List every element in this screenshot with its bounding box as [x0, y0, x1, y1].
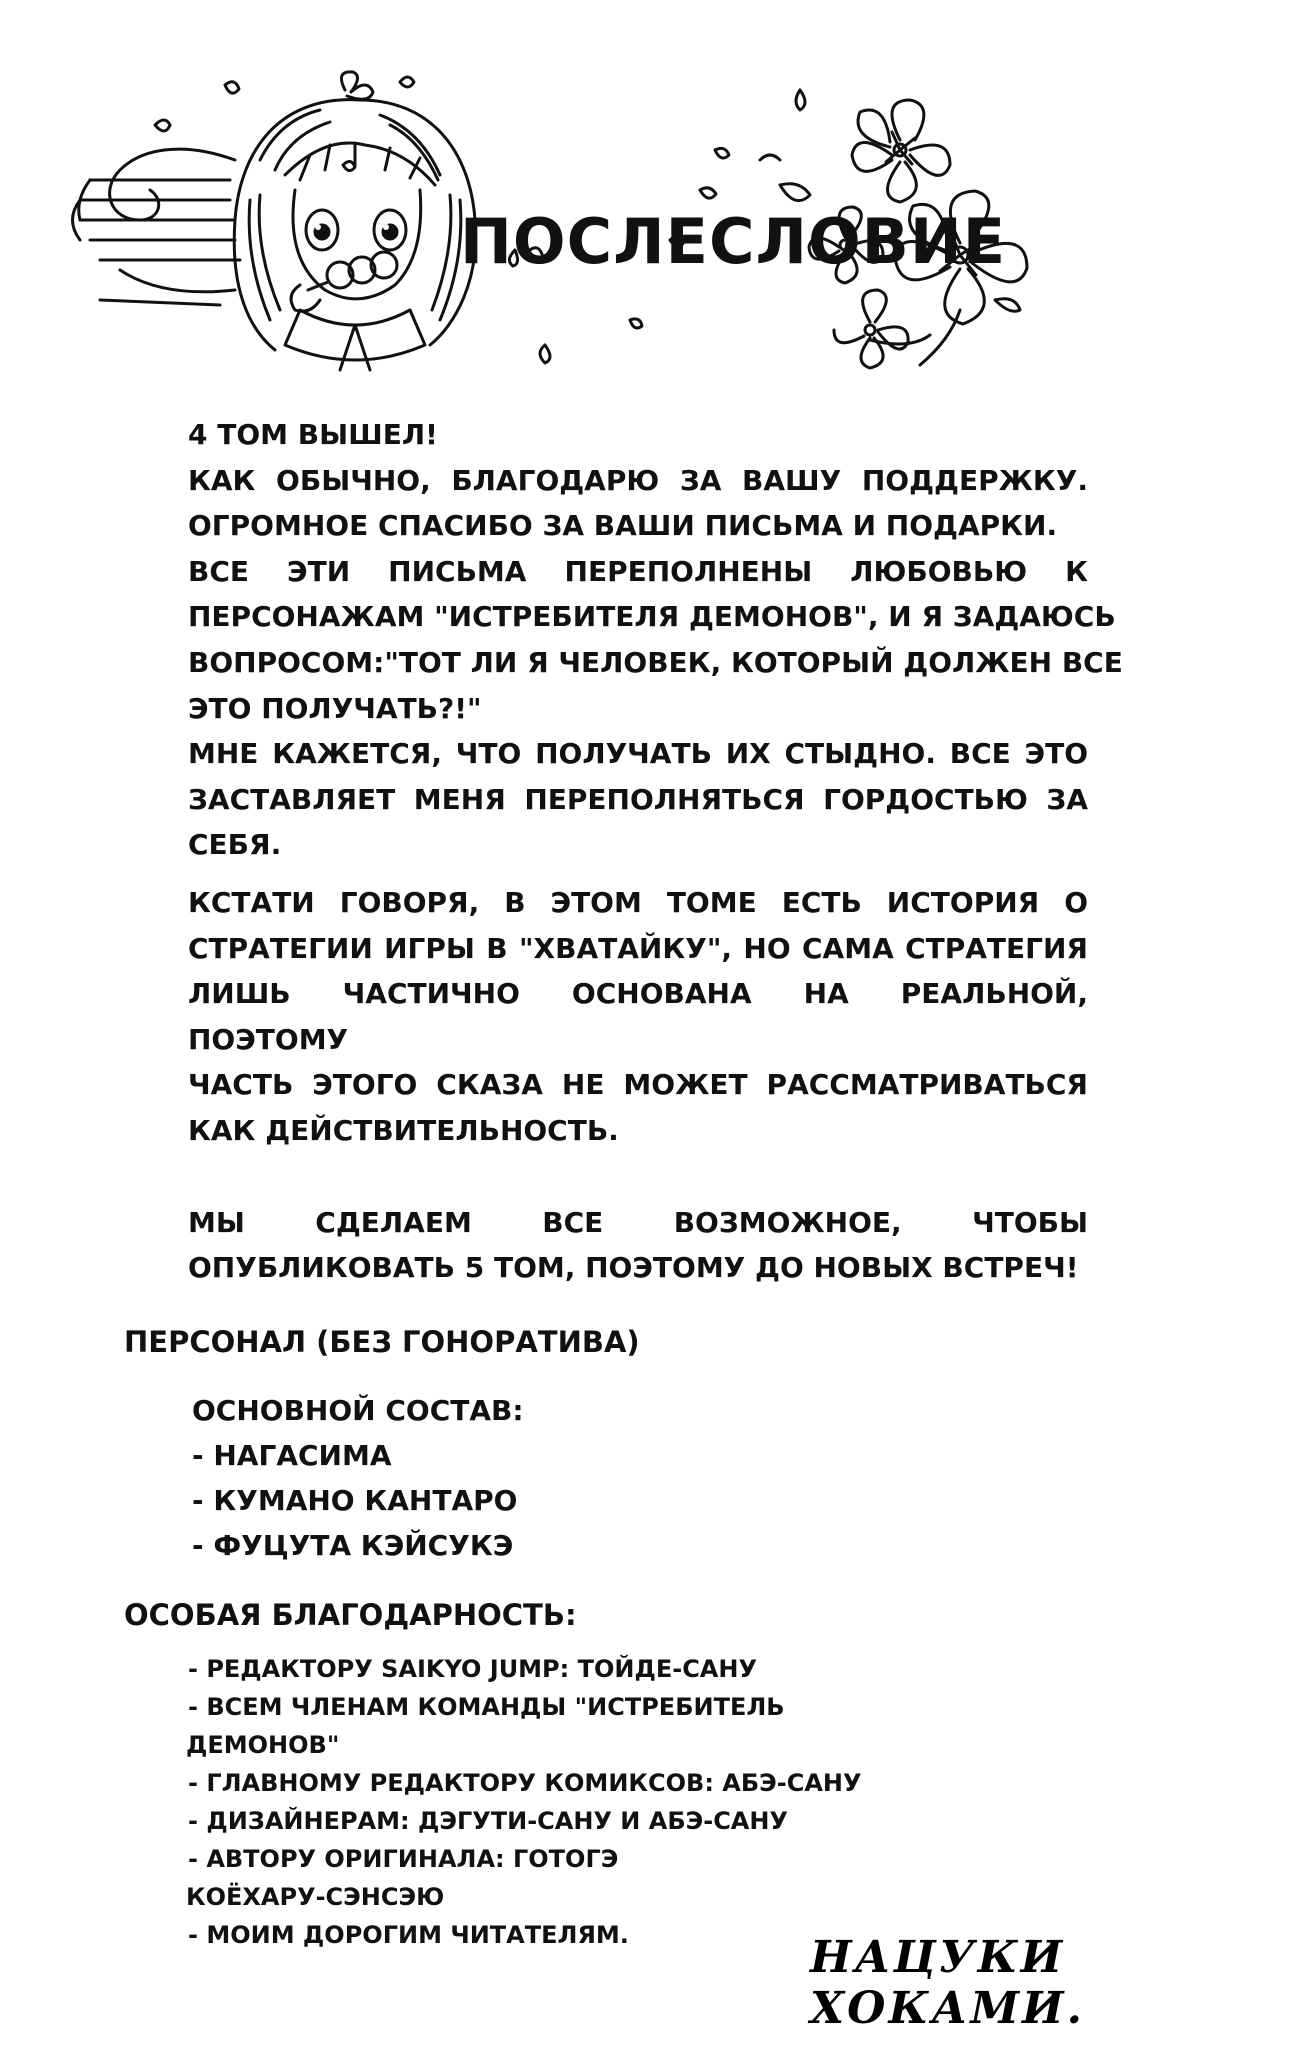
body-line: ПЕРСОНАЖАМ "ИСТРЕБИТЕЛЯ ДЕМОНОВ", И Я ЗАДАЮСЬ — [188, 600, 1116, 634]
body-line: КСТАТИ ГОВОРЯ, В ЭТОМ ТОМЕ ЕСТЬ ИСТОРИЯ О — [188, 885, 1088, 919]
thanks-list — [188, 1650, 862, 1954]
body-line: ЭТО ПОЛУЧАТЬ?!" — [188, 691, 482, 725]
petal-icon — [630, 319, 642, 328]
page-title: ПОСЛЕСЛОВИЕ — [460, 205, 1007, 278]
chibi-girl-illustration — [73, 72, 476, 370]
thanks-line: ДЕМОНОВ" — [186, 1731, 340, 1759]
staff-member: - КУМАНО КАНТАРО — [192, 1484, 518, 1517]
petal-icon — [400, 77, 414, 87]
body-line: ВСЕ ЭТИ ПИСЬМА ПЕРЕПОЛНЕНЫ ЛЮБОВЬЮ К — [188, 554, 1088, 588]
thanks-line: - ГЛАВНОМУ РЕДАКТОРУ КОМИКСОВ: АБЭ-САНУ — [188, 1769, 862, 1797]
staff-member: - ФУЦУТА КЭЙСУКЭ — [192, 1529, 514, 1562]
body-line: ЗАСТАВЛЯЕТ МЕНЯ ПЕРЕПОЛНЯТЬСЯ ГОРДОСТЬЮ ЗА — [188, 782, 1088, 816]
staff-member: - НАГАСИМА — [192, 1439, 392, 1472]
thanks-line: - ВСЕМ ЧЛЕНАМ КОМАНДЫ "ИСТРЕБИТЕЛЬ — [188, 1693, 785, 1721]
petal-icon — [155, 120, 170, 131]
afterword-body — [188, 412, 1123, 1291]
petal-icon — [700, 188, 716, 198]
thanks-line: - МОИМ ДОРОГИМ ЧИТАТЕЛЯМ. — [188, 1921, 629, 1949]
body-line: МНЕ КАЖЕТСЯ, ЧТО ПОЛУЧАТЬ ИХ СТЫДНО. ВСЕ ЭТО — [188, 737, 1088, 771]
author-signature: НАЦУКИ ХОКАМИ. — [810, 1932, 1085, 2034]
thanks-line: - ДИЗАЙНЕРАМ: ДЭГУТИ-САНУ И АБЭ-САНУ — [188, 1807, 788, 1835]
body-line: 4 ТОМ ВЫШЕЛ! — [188, 418, 438, 451]
body-line: СТРАТЕГИИ ИГРЫ В "ХВАТАЙКУ", НО САМА СТРАТЕГИЯ — [188, 931, 1088, 965]
body-line: КАК ОБЫЧНО, БЛАГОДАРЮ ЗА ВАШУ ПОДДЕРЖКУ. — [188, 463, 1088, 497]
petal-icon — [796, 90, 805, 110]
staff-heading: ПЕРСОНАЛ (БЕЗ ГОНОРАТИВА) — [124, 1325, 640, 1359]
petal-icon — [540, 345, 550, 363]
body-line: ЧАСТЬ ЭТОГО СКАЗА НЕ МОЖЕТ РАССМАТРИВАТЬСЯ — [188, 1068, 1088, 1102]
body-line: СЕБЯ. — [188, 828, 282, 862]
petal-icon — [343, 161, 355, 170]
body-line: МЫ СДЕЛАЕМ ВСЕ ВОЗМОЖНОЕ, ЧТОБЫ — [188, 1205, 1088, 1239]
petal-icon — [225, 82, 239, 93]
body-line: ВОПРОСОМ:"ТОТ ЛИ Я ЧЕЛОВЕК, КОТОРЫЙ ДОЛЖЕН ВСЕ — [188, 645, 1123, 679]
petal-icon — [715, 148, 729, 158]
staff-subtitle: ОСНОВНОЙ СОСТАВ: — [192, 1394, 524, 1427]
thanks-line: КОЁХАРУ-СЭНСЭЮ — [186, 1883, 445, 1911]
staff-list — [192, 1388, 524, 1568]
body-line: ОГРОМНОЕ СПАСИБО ЗА ВАШИ ПИСЬМА И ПОДАРКИ. — [188, 509, 1058, 543]
body-line: ОПУБЛИКОВАТЬ 5 ТОМ, ПОЭТОМУ ДО НОВЫХ ВСТРЕЧ! — [188, 1251, 1079, 1285]
body-line: КАК ДЕЙСТВИТЕЛЬНОСТЬ. — [188, 1113, 619, 1147]
body-line: ЛИШЬ ЧАСТИЧНО ОСНОВАНА НА РЕАЛЬНОЙ, ПОЭТОМУ — [188, 977, 1088, 1056]
thanks-line: - РЕДАКТОРУ SAIKYO JUMP: ТОЙДЕ-САНУ — [188, 1655, 757, 1683]
thanks-heading: ОСОБАЯ БЛАГОДАРНОСТЬ: — [124, 1598, 577, 1632]
thanks-line: - АВТОРУ ОРИГИНАЛА: ГОТОГЭ — [188, 1845, 619, 1873]
